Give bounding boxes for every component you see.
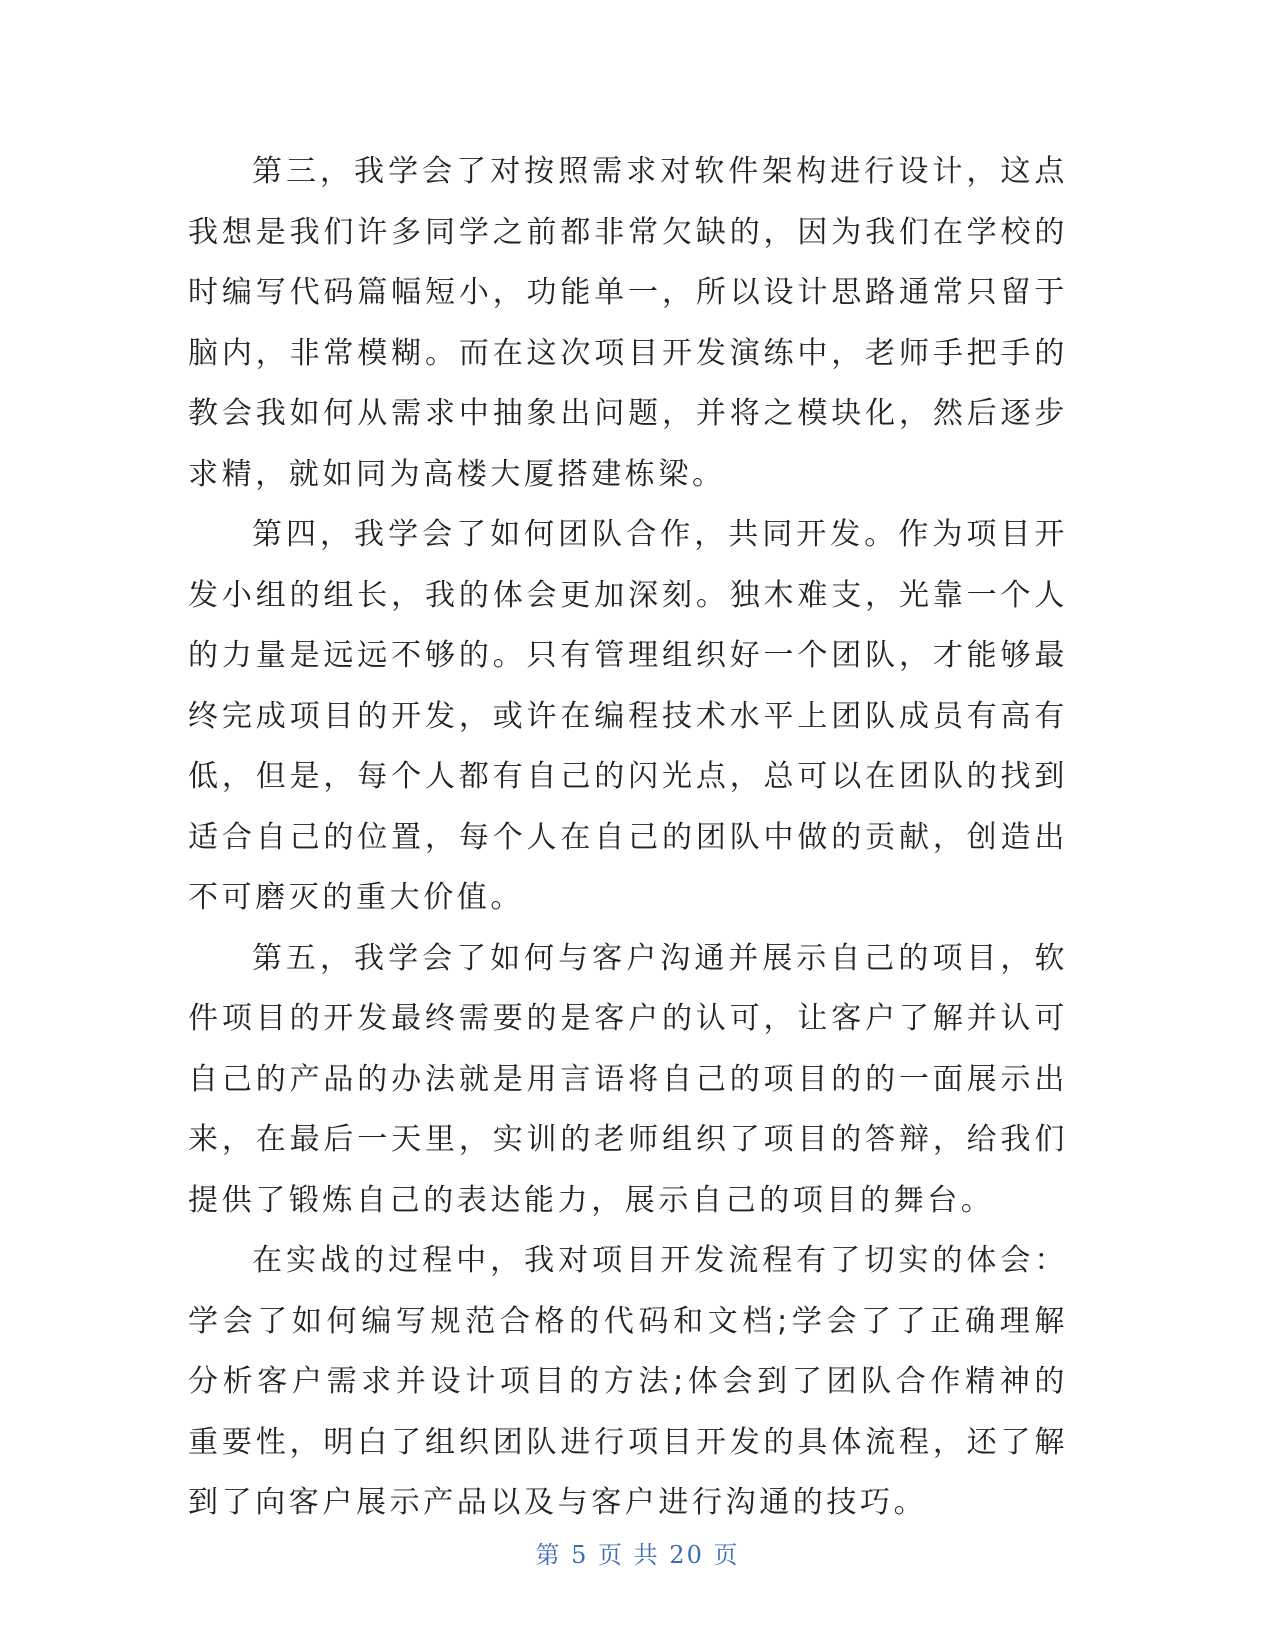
paragraph-third-point: 第三，我学会了对按照需求对软件架构进行设计，这点我想是我们许多同学之前都非常欠缺的，因为我们在学校的时编写代码篇幅短小，功能单一，所以设计思路通常只留于脑内，非常模糊。而在这次项目开发演练中，老师手把手的教会我如何从需求中抽象出问题，并将之模块化，然后逐步求精，就如同为高楼大厦搭建栋梁。	[188, 154, 1068, 492]
page-number-footer: 第 5 页 共 20 页	[535, 1541, 740, 1569]
paragraph-summary: 在实战的过程中，我对项目开发流程有了切实的体会：学会了如何编写规范合格的代码和文档;学会了了正确理解分析客户需求并设计项目的方法;体会到了团队合作精神的重要性，明白了组织团队进行项目开发的具体流程，还了解到了向客户展示产品以及与客户进行沟通的技巧。	[188, 1243, 1068, 1520]
paragraph-fourth-point: 第四，我学会了如何团队合作，共同开发。作为项目开发小组的组长，我的体会更加深刻。独木难支，光靠一个人的力量是远远不够的。只有管理组织好一个团队，才能够最终完成项目的开发，或许在编程技术水平上团队成员有高有低，但是，每个人都有自己的闪光点，总可以在团队的找到适合自己的位置，每个人在自己的团队中做的贡献，创造出不可磨灭的重大价值。	[188, 517, 1068, 915]
paragraph-fifth-point: 第五，我学会了如何与客户沟通并展示自己的项目，软件项目的开发最终需要的是客户的认可，让客户了解并认可自己的产品的办法就是用言语将自己的项目的的一面展示出来，在最后一天里，实训的老师组织了项目的答辩，给我们提供了锻炼自己的表达能力，展示自己的项目的舞台。	[188, 940, 1068, 1218]
document-body	[188, 142, 1068, 1534]
